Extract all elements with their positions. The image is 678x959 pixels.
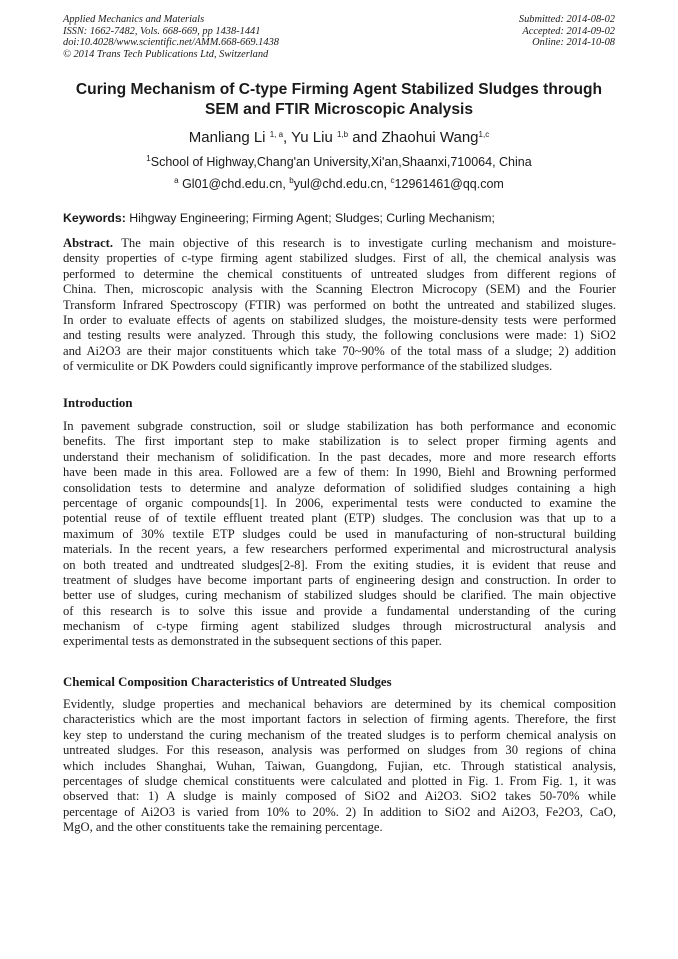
paragraph-line: untreated sludges. For this reseason, analysis was performed on sludges from 30 regions of china xyxy=(63,743,616,758)
abstract-line: and testing results were analyzed. Through this study, the following conclusions were made: 1) SiO2 xyxy=(63,328,616,343)
affiliation-text: School of Highway,Chang'an University,Xi'an,Shaanxi,710064, China xyxy=(150,155,532,169)
paper-title xyxy=(40,80,638,120)
paragraph-line: percentage of Ai2O3 is varied from 10% to 20%. 2) In addition to SiO2 and Ai2O3, Fe2O3, CaO, xyxy=(63,804,616,819)
affiliation xyxy=(40,154,638,170)
paragraph-line: benefits. The first important step to make stabilization is to select proper firming agents and xyxy=(63,434,616,449)
keywords-text: Hihgway Engineering; Firming Agent; Sludges; Curling Mechanism; xyxy=(129,211,495,225)
online-date: Online: 2014-10-08 xyxy=(532,37,615,49)
paragraph-line: mechanism of c-type firming agent stabilized sludges through microstructural analysis and xyxy=(63,619,616,634)
author-name: Yu Liu xyxy=(291,129,333,146)
author-sup: 1,b xyxy=(337,130,349,139)
paragraph-line: materials. In the recent years, a few researchers performed experimental and microstructural analysis xyxy=(63,542,616,557)
submission-dates xyxy=(519,14,615,49)
author-sup: 1,c xyxy=(478,130,490,139)
abstract-line: China. Then, microscopic analysis with the Scanning Electron Microcopy (SEM) and the Fourier xyxy=(63,282,616,297)
affiliation-sup: 1 xyxy=(146,154,151,163)
abstract-line: Transform Infrared Spectroscopy (FTIR) was performed on botht the untreated and stabilized sluges. xyxy=(63,297,616,312)
abstract-line: In order to evaluate effects of agents on stabilized sludges, the moisture-density tests were performed xyxy=(63,312,616,327)
paragraph-line: In pavement subgrade construction, soil or sludge stabilization has both performance and economic xyxy=(63,419,616,433)
email-list xyxy=(40,176,638,192)
chemical-composition-paragraph xyxy=(63,697,616,836)
keywords-label: Keywords: xyxy=(63,211,126,225)
author-list: Manliang Li $^{1, a}$, Yu Liu $^{1,b}$ and Zhaohui Wang$^{1,c}$ xyxy=(188,129,490,146)
abstract-line: density properties of c-type firming agent stabilized sludges. First of all, the chemical analysis was xyxy=(63,251,616,266)
paragraph-line: experimental tests as demonstrated in the subsequent sections of this paper. xyxy=(63,634,442,649)
abstract-line: and Ai2O3 are their major constituents which take 70~90% of the total mass of a sludge; 2) addition xyxy=(63,343,616,358)
title-line-2: SEM and FTIR Microscopic Analysis xyxy=(204,101,474,118)
email-sup: b xyxy=(289,176,294,185)
abstract-line: performed to determine the chemical constituents of untreated sludges from different regions of xyxy=(63,266,616,281)
author-name: Zhaohui Wang xyxy=(381,129,479,146)
issn-line: ISSN: 1662-7482, Vols. 668-669, pp 1438-1441 xyxy=(63,25,261,37)
author-sup: 1, a xyxy=(269,130,284,139)
email-address: yul@chd.edu.cn, xyxy=(293,177,388,191)
paragraph-line: of this research is to solve this issue and provide a fundamental understanding of the curing xyxy=(63,603,616,618)
abstract-line-text: The main objective of this research is to investigate curling mechanism and moisture- xyxy=(121,236,616,250)
title-line-1: Curing Mechanism of C-type Firming Agent Stabilized Sludges through xyxy=(75,81,603,98)
paragraph-line: understand their mechanism of solidification. In the past decades, more and more research efforts xyxy=(63,449,616,464)
journal-name: Applied Mechanics and Materials xyxy=(63,14,205,25)
paragraph-line: percentages of sludge chemical constituents were calculated and plotted in Fig. 1. From Fig. 1, it was xyxy=(63,773,616,788)
email-address: Gl01@chd.edu.cn, xyxy=(182,177,286,191)
copyright-line: © 2014 Trans Tech Publications Ltd, Switzerland xyxy=(63,48,269,60)
paragraph-line: have been made in this area. Followed are a few of them: In 1990, Biehl and Browning performed xyxy=(63,465,616,480)
paragraph-line: better use of sludges, curing mechanism of stabilized sludges should be clarified. The main objective xyxy=(63,588,616,603)
section-heading-introduction: Introduction xyxy=(63,396,133,410)
submitted-date: Submitted: 2014-08-02 xyxy=(518,14,615,25)
paragraph-line: characteristics which are the most important factors in selection of firming agents. Therefore, the first xyxy=(63,712,616,727)
abstract xyxy=(63,236,616,375)
email-sup: c xyxy=(390,176,395,185)
abstract-line: of vermiculite or DK Powders could significantly improve performance of the stabilized sludges. xyxy=(63,359,553,374)
paragraph-line: treatment of sludges have become important parts of engineering design and construction. In order to xyxy=(63,572,616,587)
paragraph-line: percentage of organic compounds[1]. In 2006, experimental tests were conducted to examine the xyxy=(63,495,616,510)
paragraph-line: maximum of 30% textile ETP sludges could be used in manufacturing of non-structural building xyxy=(63,526,616,541)
email-address: 12961461@qq.com xyxy=(394,177,504,191)
paragraph-line: which includes Shanghai, Wuhan, Taiwan, Guangdong, Fujian, etc. Through statistical analysis, xyxy=(63,758,616,773)
paragraph-line: key step to understand the curing mechanism of the treated sludges is to perform chemical analysis on xyxy=(63,727,616,742)
paragraph-line: MgO, and the other constituents take the remaining percentage. xyxy=(63,820,383,835)
journal-info xyxy=(63,14,279,60)
abstract-label: Abstract. xyxy=(63,236,114,250)
email-sup: a xyxy=(174,176,179,185)
abstract-line xyxy=(63,236,616,251)
introduction-paragraph xyxy=(63,419,616,650)
paragraph-line: potential reuse of of textile effluent treated plant (ETP) sludges. The conclusion was that up to a xyxy=(63,511,616,526)
section-heading-chemical-composition: Chemical Composition Characteristics of Untreated Sludges xyxy=(63,675,392,689)
paragraph-line: Evidently, sludge properties and mechanical behaviors are determined by its chemical composition xyxy=(63,697,616,711)
doi-line: doi:10.4028/www.scientific.net/AMM.668-669.1438 xyxy=(63,37,279,49)
paragraph-line: consolidation tests to determine and analyze deformation of solidified sludges containing a high xyxy=(63,480,616,495)
keywords xyxy=(63,211,616,226)
accepted-date: Accepted: 2014-09-02 xyxy=(522,25,615,37)
paragraph-line: on both treated and undtreated sludges[2-8]. From the exiting studies, it is evident that reuse and xyxy=(63,557,616,572)
paragraph-line: observed that: 1) A sludge is mainly composed of SiO2 and Ai2O3. SiO2 takes 50-70% while xyxy=(63,789,616,804)
author-name: Manliang Li xyxy=(188,129,266,146)
